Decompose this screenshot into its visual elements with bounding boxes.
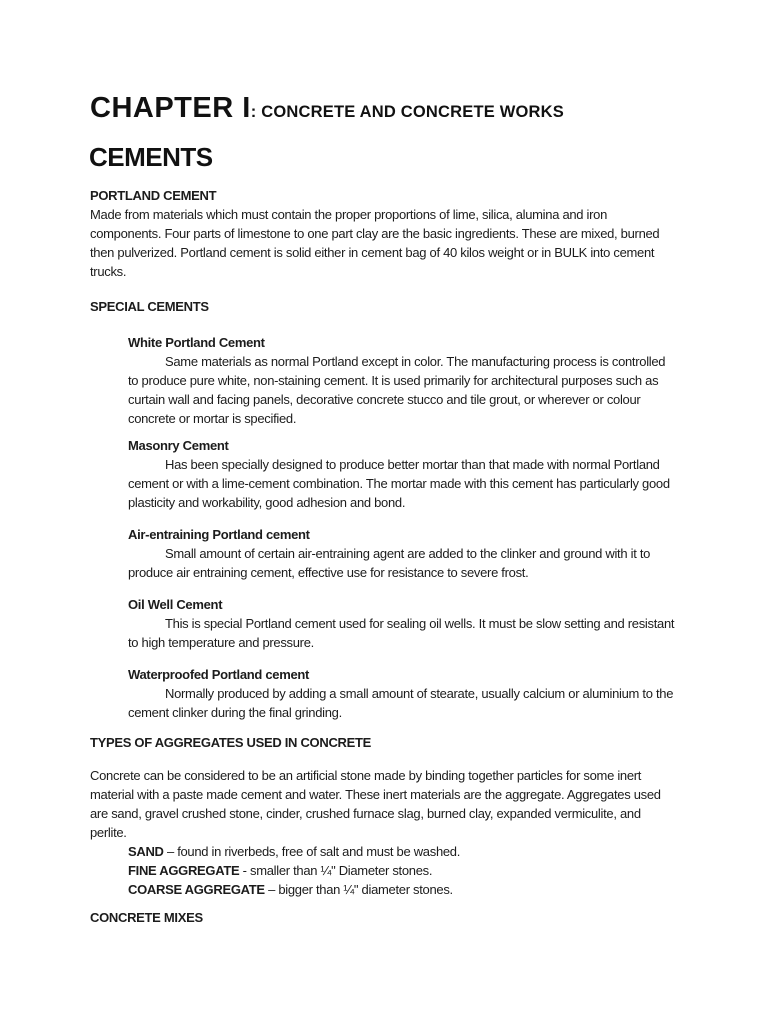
aggregates-intro: Concrete can be considered to be an artificial stone made by binding together particles for some inert material with a paste made cement and water. These inert materials are the aggregate. Aggregates used are sand, gravel crushed stone, cinder, crushed furnace slag, burned clay, expanded vermiculite, and perlite. [90,768,661,840]
concrete-mixes-heading: CONCRETE MIXES [90,910,203,925]
oil-well-body: This is special Portland cement used for sealing oil wells. It must be slow setting and resistant to high temperature and pressure. [128,616,675,650]
oil-well-heading: Oil Well Cement [128,597,223,612]
subsection-white-portland [128,333,678,428]
aggregates-heading: TYPES OF AGGREGATES USED IN CONCRETE [90,735,372,750]
air-entraining-body: Small amount of certain air-entraining agent are added to the clinker and ground with it to produce air entraining cement, effective use for resistance to severe frost. [128,546,651,580]
fine-aggregate-desc: - smaller than ¼" Diameter stones. [239,863,433,878]
waterproofed-heading: Waterproofed Portland cement [128,667,310,682]
list-item-fine-aggregate [128,861,678,880]
subsection-oil-well [128,595,678,652]
chapter-subtitle: : CONCRETE AND CONCRETE WORKS [250,103,564,121]
section-portland-cement [90,186,680,281]
list-item-coarse-aggregate [128,880,678,899]
cements-heading: CEMENTS [89,142,213,172]
sand-desc: – found in riverbeds, free of salt and must be washed. [163,844,461,859]
masonry-body: Has been specially designed to produce better mortar than that made with normal Portland cement or with a lime-cement combination. The mortar made with this cement has particularly good plasticity and workability, good adhesion and bond. [128,457,670,510]
coarse-aggregate-term: COARSE AGGREGATE [128,882,265,897]
fine-aggregate-term: FINE AGGREGATE [128,863,240,878]
chapter-heading [90,92,730,125]
special-cements-heading: SPECIAL CEMENTS [90,299,209,314]
subsection-waterproofed [128,665,678,722]
list-item-sand [128,842,678,861]
white-portland-body: Same materials as normal Portland except in color. The manufacturing process is controlled to produce pure white, non-staining cement. It is used primarily for architectural purposes such as curtain wall and facing panels, decorative concrete stucco and tile grout, or wherever or colour concrete or mortar is specified. [128,354,666,426]
chapter-title: CHAPTER I [90,92,251,124]
waterproofed-body: Normally produced by adding a small amount of stearate, usually calcium or aluminium to the cement clinker during the final grinding. [128,686,674,720]
portland-cement-heading: PORTLAND CEMENT [90,188,217,203]
white-portland-heading: White Portland Cement [128,335,265,350]
masonry-heading: Masonry Cement [128,438,229,453]
coarse-aggregate-desc: – bigger than ¼" diameter stones. [264,882,453,897]
aggregates-list [128,842,678,899]
sand-term: SAND [128,844,164,859]
subsection-air-entraining [128,525,678,582]
subsection-masonry [128,436,678,512]
air-entraining-heading: Air-entraining Portland cement [128,527,310,542]
portland-cement-body: Made from materials which must contain the proper proportions of lime, silica, alumina and iron components. Four parts of limestone to one part clay are the basic ingredients. These are mixed, burned then pulverized. Portland cement is solid either in cement bag of 40 kilos weight or in BULK into cement trucks. [90,207,660,279]
